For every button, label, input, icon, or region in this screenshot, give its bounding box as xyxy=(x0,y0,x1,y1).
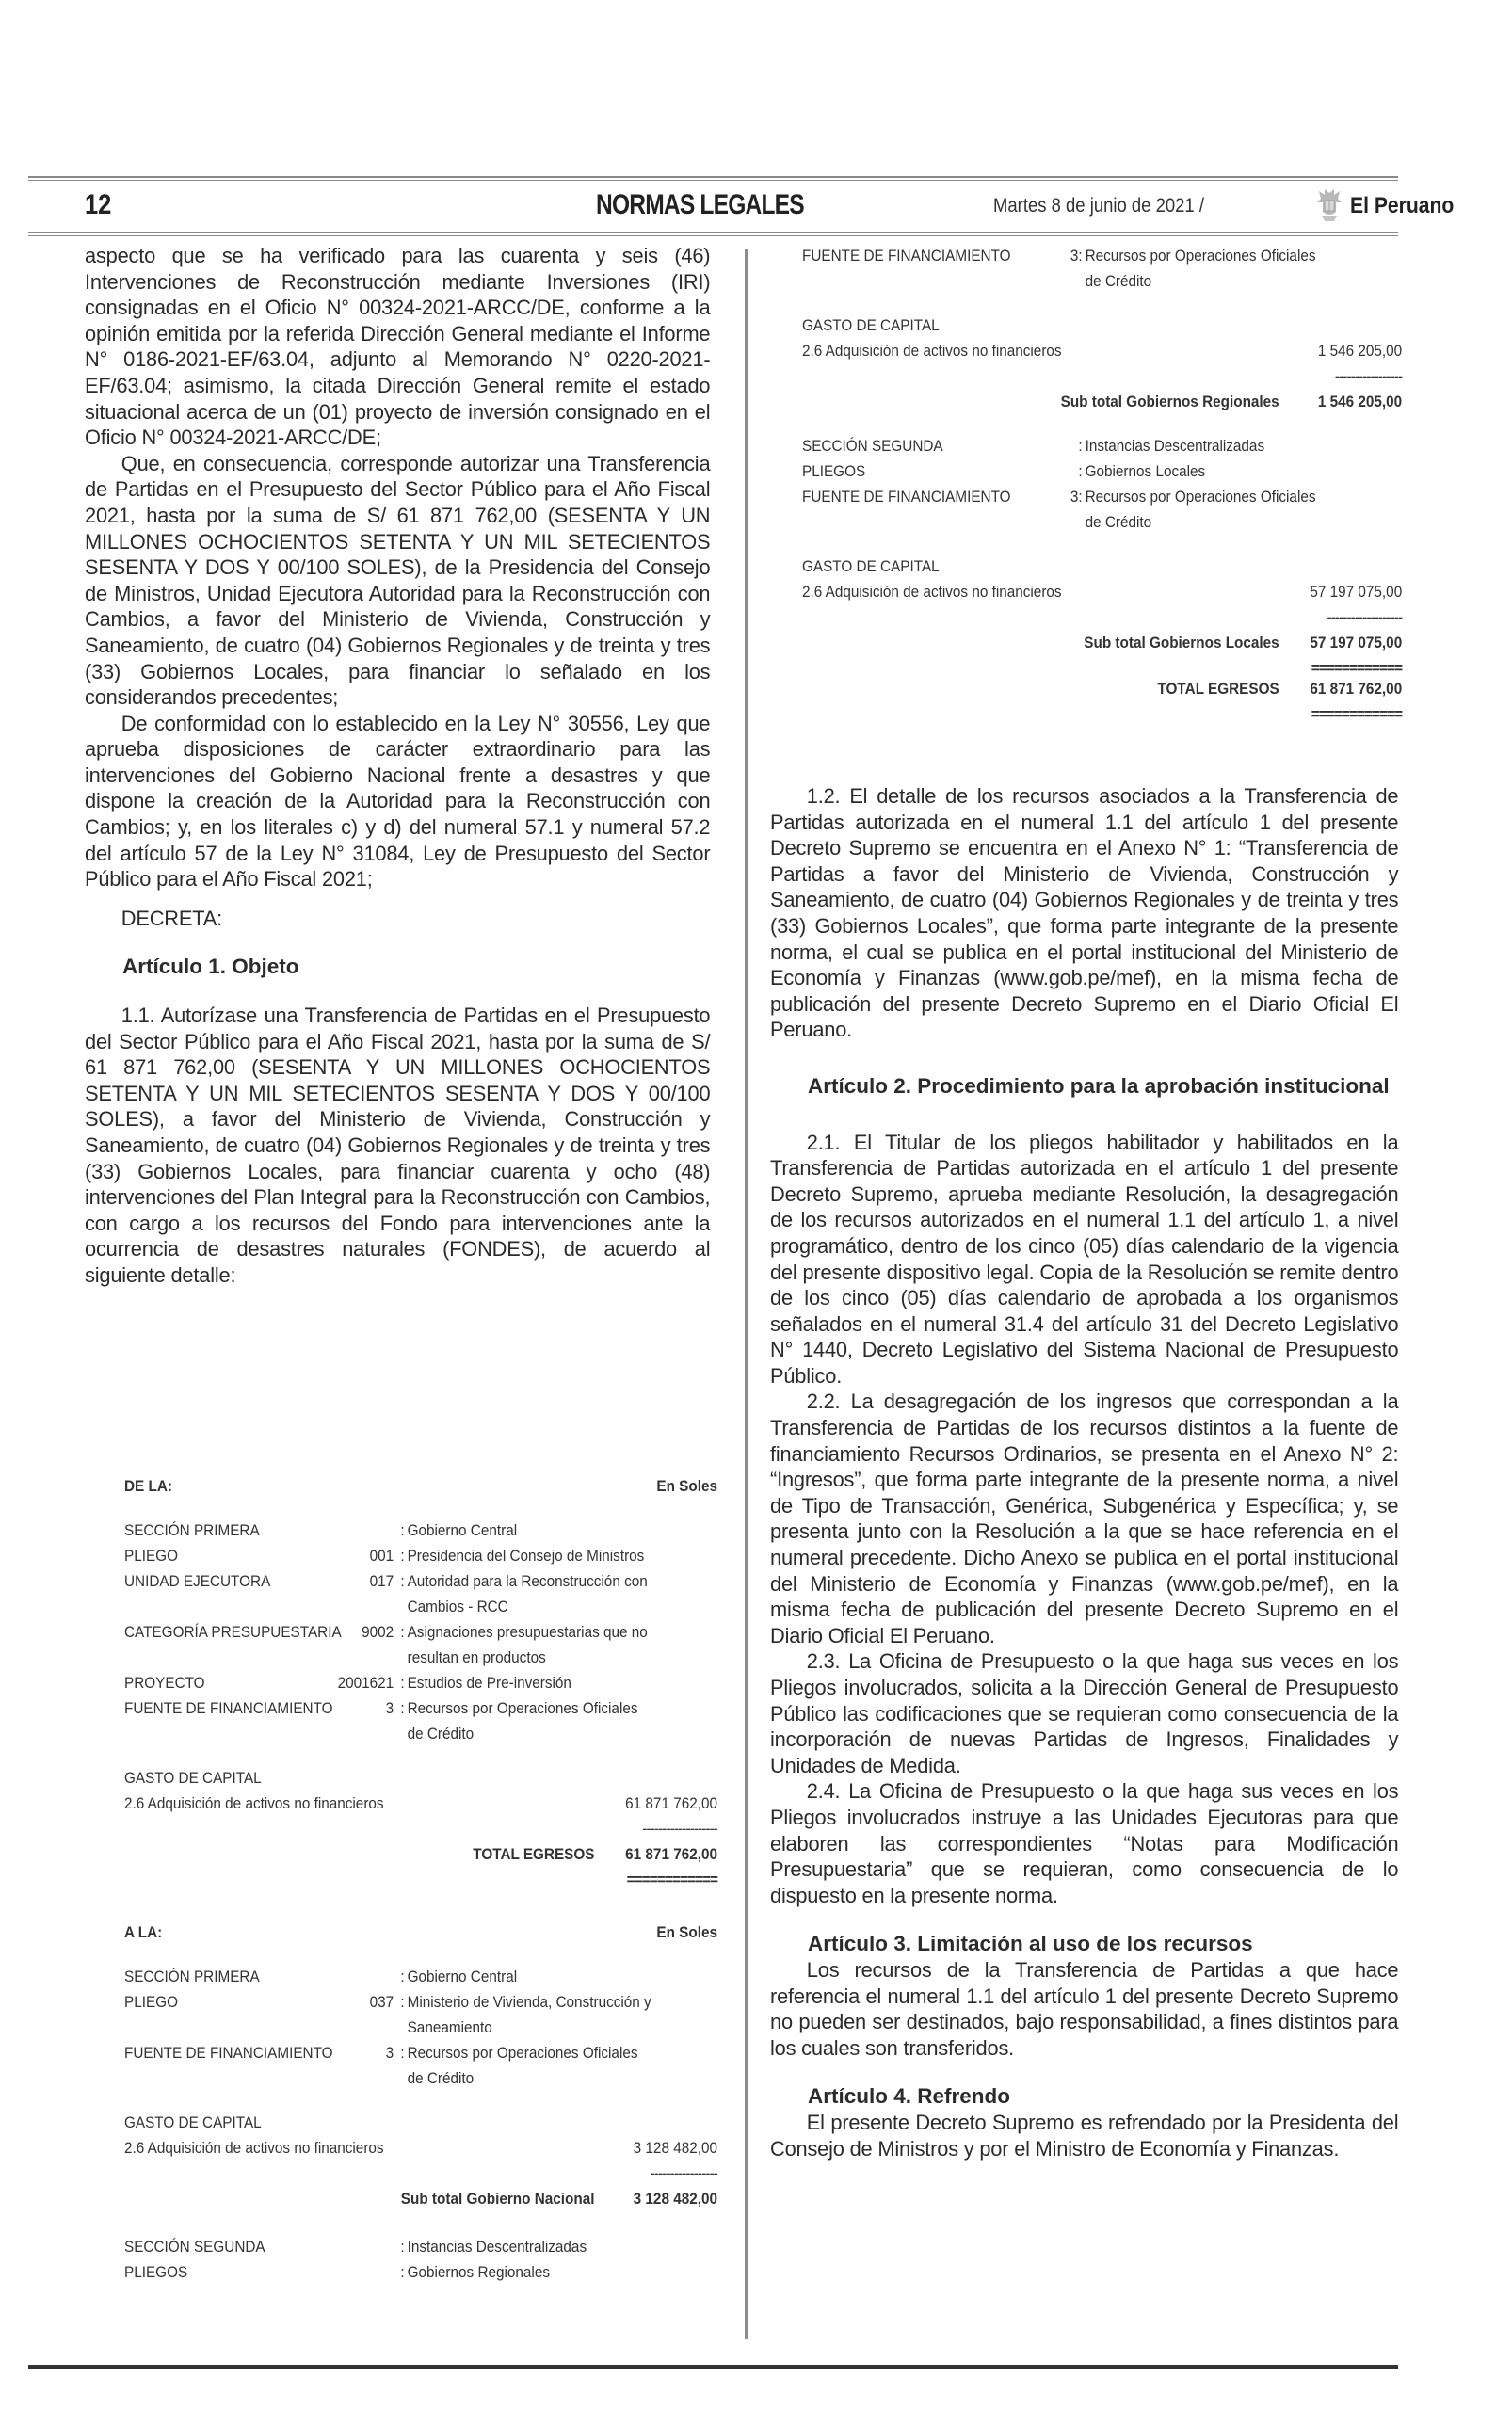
row-label: FUENTE DE FINANCIAMIENTO xyxy=(802,488,1011,506)
budget-row: SECCIÓN SEGUNDA : Instancias Descentralizadas xyxy=(124,2234,717,2259)
subtotal-locales-label: Sub total Gobiernos Locales xyxy=(1084,634,1279,651)
budget-row: PLIEGO 001 : Presidencia del Consejo de Ministros xyxy=(124,1543,717,1568)
coat-of-arms-icon xyxy=(1313,185,1345,225)
paragraph-considerando-3: De conformidad con lo establecido en la Ley N° 30556, Ley que aprueba disposiciones de carácter extraordinario para las intervenciones del Gobierno Nacional frente a desastres y que dispone la creación de la Autoridad para la Reconstrucción con Cambios; y, en los literales c) y d) del numeral 57.1 y numeral 57.2 del artículo 57 de la Ley N° 31084, Ley de Presupuesto del Sector Público para el Año Fiscal 2021; xyxy=(85,711,711,892)
row-desc: Instancias Descentralizadas xyxy=(1085,437,1265,455)
newspaper-brand: El Peruano xyxy=(1350,193,1455,218)
item-amount: 61 871 762,00 xyxy=(625,1794,717,1812)
item-label: 2.6 Adquisición de activos no financieros xyxy=(802,583,1062,601)
budget-row: CATEGORÍA PRESUPUESTARIA 9002 : Asignaciones presupuestarias que no xyxy=(124,1619,717,1645)
gasto-capital-label: GASTO DE CAPITAL xyxy=(802,557,940,575)
article-1-1-text: 1.1. Autorízase una Transferencia de Partidas en el Presupuesto del Sector Público para el Año Fiscal 2021, hasta por la suma de S/ 61 871 762,00 (SESENTA Y UN MILLONES OCHOCIENTOS SETENTA Y UN MIL SETECIENTOS SESENTA Y DOS Y 00/100 SOLES), a favor del Ministerio de Vivienda, Construcción y Saneamiento, de cuatro (04) Gobiernos Regionales y de treinta y tres (33) Gobiernos Locales, para financiar cuarenta y ocho (48) intervenciones del Plan Integral para la Reconstrucción con Cambios, con cargo a los recursos del Fondo para intervenciones ante la ocurrencia de desastres naturales (FONDES), de acuerdo al siguiente detalle: xyxy=(85,1004,711,1287)
page-bottom-rule xyxy=(28,2365,1398,2369)
row-desc: Gobiernos Locales xyxy=(1085,462,1206,480)
separator-equals: ============ xyxy=(1311,705,1403,723)
row-label: UNIDAD EJECUTORA xyxy=(124,1572,271,1590)
article-4-heading: Artículo 4. Refrendo xyxy=(808,2084,1011,2109)
row-desc: Presidencia del Consejo de Ministros xyxy=(407,1547,645,1565)
row-label: SECCIÓN SEGUNDA xyxy=(124,2238,265,2256)
item-label: 2.6 Adquisición de activos no financieros xyxy=(124,2139,384,2157)
budget-row: PLIEGO 037 : Ministerio de Vivienda, Construcción y xyxy=(124,1989,717,2015)
row-desc: Recursos por Operaciones Oficiales xyxy=(407,2044,638,2062)
budget-row: SECCIÓN SEGUNDA : Instancias Descentralizadas xyxy=(802,433,1402,458)
row-desc: Recursos por Operaciones Oficiales xyxy=(407,1699,638,1717)
a-la-header-row xyxy=(124,1920,717,1945)
row-desc: Instancias Descentralizadas xyxy=(407,2238,587,2256)
row-code: 001 xyxy=(369,1547,394,1565)
row-desc-cont: de Crédito xyxy=(1085,272,1152,290)
separator-dashes: ------------------- xyxy=(1327,608,1403,626)
article-2-heading: Artículo 2. Procedimiento para la aprobación institucional xyxy=(808,1073,1390,1098)
item-amount: 57 197 075,00 xyxy=(1310,583,1403,601)
gasto-capital-label: GASTO DE CAPITAL xyxy=(124,2113,262,2131)
article-1-heading: Artículo 1. Objeto xyxy=(122,955,299,979)
budget-row: PROYECTO 2001621 : Estudios de Pre-inversión xyxy=(124,1670,717,1695)
row-code: 3 xyxy=(1070,247,1079,265)
a-la-label: A LA: xyxy=(124,1923,163,1941)
row-label: PROYECTO xyxy=(124,1674,205,1692)
masthead xyxy=(28,184,1455,231)
row-label: CATEGORÍA PRESUPUESTARIA xyxy=(124,1623,342,1641)
budget-row: SECCIÓN PRIMERA : Gobierno Central xyxy=(124,1964,717,1989)
column-divider xyxy=(745,249,748,2339)
item-label: 2.6 Adquisición de activos no financieros xyxy=(802,342,1062,360)
row-label: PLIEGO xyxy=(124,1547,178,1565)
row-label: SECCIÓN SEGUNDA xyxy=(802,437,943,455)
row-label: FUENTE DE FINANCIAMIENTO xyxy=(124,1699,333,1717)
row-code: 017 xyxy=(369,1572,394,1590)
row-desc: Gobiernos Regionales xyxy=(407,2263,550,2281)
row-desc-cont: de Crédito xyxy=(407,1725,475,1743)
masthead-bottom-rule xyxy=(28,232,1398,236)
article-2-3-text: 2.3. La Oficina de Presupuesto o la que haga sus veces en los Pliegos involucrados, solicita a la Dirección General de Presupuesto Público las codificaciones que se requieran como consecuencia de la incorporación de nuevas Partidas de Ingresos, Finalidades y Unidades de Medida. xyxy=(770,1649,1399,1777)
total-egresos-amount: 61 871 762,00 xyxy=(1310,680,1403,698)
publication-date: Martes 8 de junio de 2021 / xyxy=(993,195,1204,217)
separator-dashes: ----------------- xyxy=(1334,367,1403,385)
row-desc-cont: de Crédito xyxy=(407,2069,475,2087)
row-label: PLIEGOS xyxy=(802,462,866,480)
budget-table-left xyxy=(124,1473,717,2285)
gasto-capital-label: GASTO DE CAPITAL xyxy=(802,316,940,334)
row-desc-cont: de Crédito xyxy=(1085,513,1152,531)
currency-label: En Soles xyxy=(656,1477,717,1495)
row-label: FUENTE DE FINANCIAMIENTO xyxy=(802,247,1011,265)
row-label: SECCIÓN PRIMERA xyxy=(124,1521,260,1539)
article-2-2-text: 2.2. La desagregación de los ingresos que correspondan a la Transferencia de Partidas de los recursos distintos a la fuente de financiamiento Recursos Ordinarios, se presenta en el Anexo N° 2: “Ingresos”, que forma parte integrante de la presente norma, a nivel de Tipo de Transacción, Genérica, Subgenérica y Específica; y, se presenta junto con la Resolución a la que se hace referencia en el numeral precedente. Dicho Anexo se publica en el portal institucional del Ministerio de Economía y Finanzas (www.gob.pe/mef), en la misma fecha de publicación del presente Decreto Supremo en el Diario Oficial El Peruano. xyxy=(770,1390,1399,1647)
article-3-text: Los recursos de la Transferencia de Partidas a que hace referencia el numeral 1.1 del artículo 1 del presente Decreto Supremo no pueden ser destinados, bajo responsabilidad, a fines distintos para los cuales son transferidos. xyxy=(770,1957,1399,2060)
row-desc: Recursos por Operaciones Oficiales xyxy=(1085,247,1316,265)
row-label: PLIEGO xyxy=(124,1993,178,2011)
subtotal-nacional-label: Sub total Gobierno Nacional xyxy=(400,2190,595,2208)
budget-row: FUENTE DE FINANCIAMIENTO 3 : Recursos por Operaciones Oficiales xyxy=(802,484,1402,509)
subtotal-regionales-label: Sub total Gobiernos Regionales xyxy=(1060,393,1279,410)
article-3-heading: Artículo 3. Limitación al uso de los recursos xyxy=(808,1932,1253,1956)
item-amount: 1 546 205,00 xyxy=(1317,342,1403,360)
separator-dashes: ------------------- xyxy=(642,1820,717,1838)
row-code: 3 xyxy=(1070,488,1079,506)
masthead-top-rule xyxy=(28,176,1398,181)
row-desc: Recursos por Operaciones Oficiales xyxy=(1085,488,1316,506)
de-la-label: DE LA: xyxy=(124,1477,173,1495)
left-column xyxy=(85,243,711,1289)
row-code: 2001621 xyxy=(337,1674,394,1692)
paragraph-considerando-2: Que, en consecuencia, corresponde autorizar una Transferencia de Partidas en el Presupuesto del Sector Público para el Año Fiscal 2021, hasta por la suma de S/ 61 871 762,00 (SESENTA Y UN MILLONES OCHOCIENTOS SETENTA Y UN MIL SETECIENTOS SESENTA Y DOS Y 00/100 SOLES), de la Presidencia del Consejo de Ministros, Unidad Ejecutora Autoridad para la Reconstrucción con Cambios, a favor del Ministerio de Vivienda, Construcción y Saneamiento, de cuatro (04) Gobiernos Regionales y de treinta y tres (33) Gobiernos Locales, para financiar lo señalado en los considerandos precedentes; xyxy=(85,451,711,710)
page-number: 12 xyxy=(85,189,112,220)
subtotal-locales-amount: 57 197 075,00 xyxy=(1310,634,1403,651)
row-desc-cont: resultan en productos xyxy=(407,1648,546,1666)
separator-dashes: ----------------- xyxy=(650,2164,717,2182)
separator-equals: ============ xyxy=(1311,659,1403,677)
budget-table-right xyxy=(802,243,1402,722)
budget-row: UNIDAD EJECUTORA 017 : Autoridad para la Reconstrucción con xyxy=(124,1568,717,1594)
row-code: 3 xyxy=(385,1699,394,1717)
row-label: SECCIÓN PRIMERA xyxy=(124,1968,260,1985)
article-2-4-text: 2.4. La Oficina de Presupuesto o la que haga sus veces en los Pliegos involucrados instruye a las Unidades Ejecutoras para que elaboren las correspondientes “Notas para Modificación Presupuestaria” que se requieran, como consecuencia de lo dispuesto en la presente norma. xyxy=(770,1779,1399,1907)
subtotal-regionales-amount: 1 546 205,00 xyxy=(1317,393,1403,410)
budget-row: PLIEGOS : Gobiernos Locales xyxy=(802,458,1402,484)
budget-row: FUENTE DE FINANCIAMIENTO 3 : Recursos por Operaciones Oficiales xyxy=(124,1695,717,1721)
row-desc-cont: Saneamiento xyxy=(407,2018,492,2036)
article-4-text: El presente Decreto Supremo es refrendado por la Presidenta del Consejo de Ministros y por el Ministro de Economía y Finanzas. xyxy=(770,2110,1399,2161)
de-la-header-row xyxy=(124,1473,717,1499)
row-desc: Gobierno Central xyxy=(407,1521,518,1539)
row-desc: Gobierno Central xyxy=(407,1968,518,1985)
row-desc-cont: Cambios - RCC xyxy=(407,1598,508,1615)
total-egresos-amount: 61 871 762,00 xyxy=(625,1845,717,1863)
total-egresos-label: TOTAL EGRESOS xyxy=(1157,680,1279,698)
budget-row: FUENTE DE FINANCIAMIENTO 3 : Recursos por Operaciones Oficiales xyxy=(124,2040,717,2065)
row-label: PLIEGOS xyxy=(124,2263,188,2281)
section-title: NORMAS LEGALES xyxy=(596,189,804,220)
subtotal-nacional-amount: 3 128 482,00 xyxy=(633,2190,717,2208)
row-desc: Estudios de Pre-inversión xyxy=(407,1674,571,1692)
gasto-capital-label: GASTO DE CAPITAL xyxy=(124,1769,262,1787)
right-column xyxy=(770,783,1399,2161)
separator-equals: ============ xyxy=(626,1871,717,1888)
article-2-1-text: 2.1. El Titular de los pliegos habilitador y habilitados en la Transferencia de Partidas autorizada en el artículo 1 del presente Decreto Supremo, aprueba mediante Resolución, la desagregación de los recursos autorizados en el numeral 1.1 del artículo 1, a nivel programático, dentro de los cinco (05) días calendario de la vigencia del presente dispositivo legal. Copia de la Resolución se remite dentro de los cinco (05) días calendario de aprobada a los organismos señalados en el numeral 31.4 del artículo 31 del Decreto Legislativo N° 1440, Decreto Legislativo del Sistema Nacional de Presupuesto Público. xyxy=(770,1130,1399,1388)
row-desc: Asignaciones presupuestarias que no xyxy=(407,1623,648,1641)
currency-label: En Soles xyxy=(656,1923,717,1941)
budget-row: SECCIÓN PRIMERA : Gobierno Central xyxy=(124,1518,717,1543)
row-code: 3 xyxy=(385,2044,394,2062)
item-amount: 3 128 482,00 xyxy=(633,2139,717,2157)
row-code: 037 xyxy=(369,1993,394,2011)
row-desc: Autoridad para la Reconstrucción con xyxy=(407,1572,648,1590)
row-label: FUENTE DE FINANCIAMIENTO xyxy=(124,2044,333,2062)
total-egresos-label: TOTAL EGRESOS xyxy=(473,1845,595,1863)
article-1-2-text: 1.2. El detalle de los recursos asociados a la Transferencia de Partidas autorizada en el numeral 1.1 del artículo 1 del presente Decreto Supremo se encuentra en el Anexo N° 1: “Transferencia de Partidas a favor del Ministerio de Vivienda, Construcción y Saneamiento, de cuatro (04) Gobiernos Regionales y de treinta y tres (33) Gobiernos Locales”, que forma parte integrante de la presente norma, el cual se publica en el portal institucional del Ministerio de Economía y Finanzas (www.gob.pe/mef), en la misma fecha de publicación del presente Decreto Supremo en el Diario Oficial El Peruano. xyxy=(770,784,1399,1042)
row-code: 9002 xyxy=(362,1623,394,1641)
decreta-label: DECRETA: xyxy=(121,906,222,930)
budget-row: FUENTE DE FINANCIAMIENTO 3 : Recursos por Operaciones Oficiales xyxy=(802,243,1402,268)
paragraph-considerando-1: aspecto que se ha verificado para las cuarenta y seis (46) Intervenciones de Reconstrucción mediante Inversiones (IRI) consignadas en el Oficio N° 00324-2021-ARCC/DE, conforme a la opinión emitida por la referida Dirección General mediante el Informe N° 0186-2021-EF/63.04, adjunto al Memorando N° 0220-2021-EF/63.04; asimismo, la citada Dirección General remite el estado situacional acerca de un (01) proyecto de inversión consignado en el Oficio N° 00324-2021-ARCC/DE; xyxy=(85,244,711,450)
budget-row: PLIEGOS : Gobiernos Regionales xyxy=(124,2259,717,2285)
row-desc: Ministerio de Vivienda, Construcción y xyxy=(407,1993,651,2011)
item-label: 2.6 Adquisición de activos no financieros xyxy=(124,1794,384,1812)
